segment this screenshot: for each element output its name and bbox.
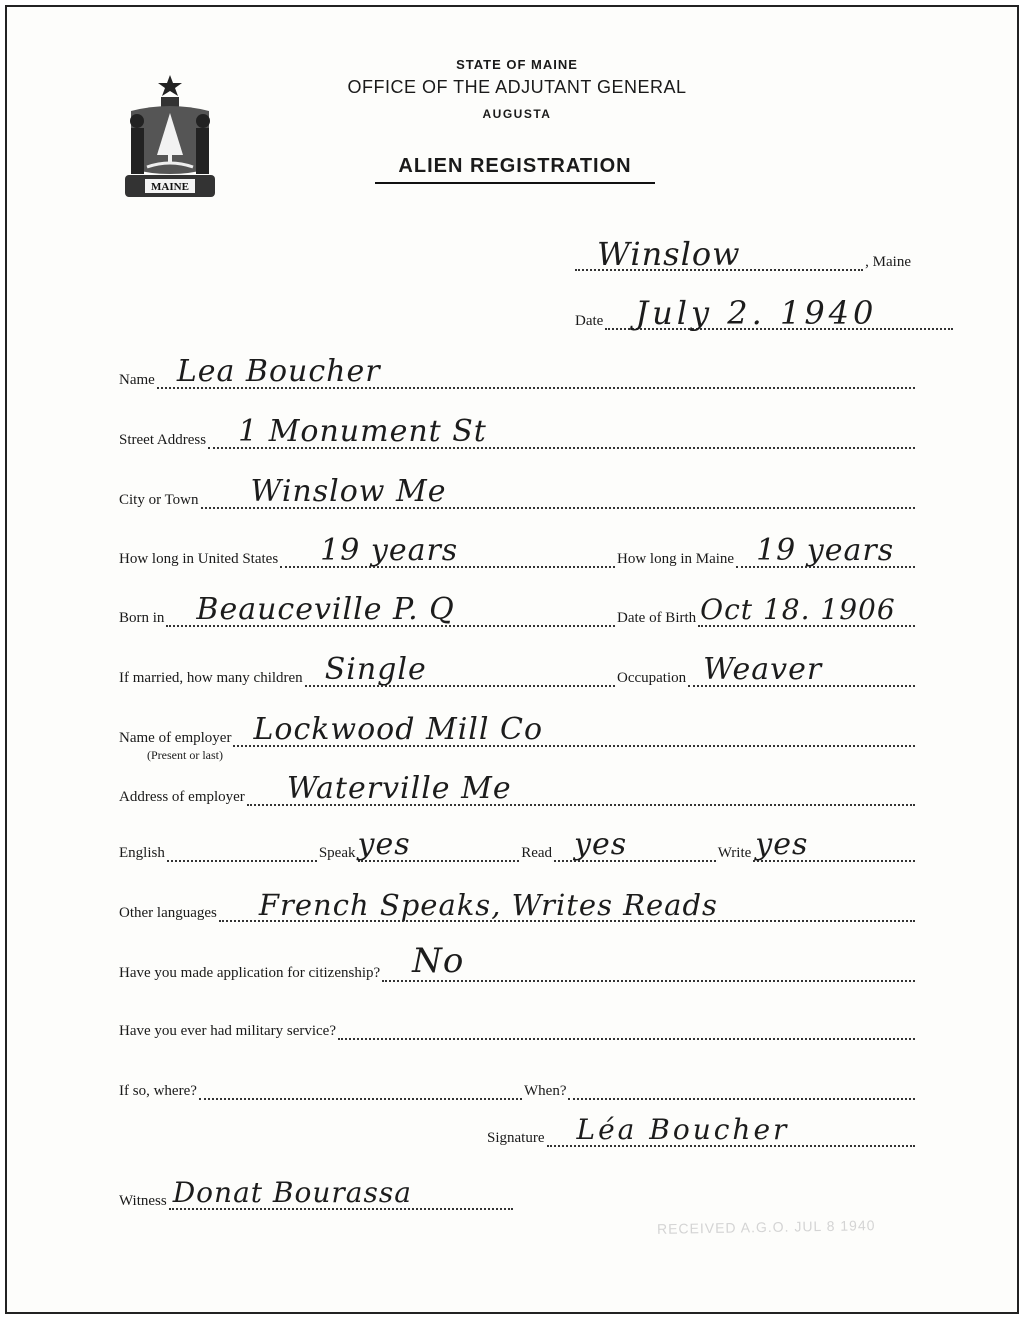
read-field[interactable] (554, 827, 716, 862)
military-row (119, 1020, 917, 1040)
name-field[interactable] (157, 354, 915, 389)
date-field[interactable] (605, 294, 953, 332)
employer-address-field[interactable] (247, 771, 915, 806)
street-address-label: Street Address (119, 432, 207, 448)
when-field[interactable] (568, 1080, 915, 1100)
employer-address-value: Waterville Me (286, 771, 512, 806)
street-address-field[interactable] (208, 414, 915, 449)
how-long-maine-label: How long in Maine (617, 551, 735, 567)
signature-value: Léa Boucher (576, 1113, 790, 1146)
employer-name-row (119, 712, 917, 747)
children-label: If married, how many children (119, 670, 303, 686)
born-in-field[interactable] (166, 592, 615, 627)
employer-name-value: Lockwood Mill Co (253, 712, 544, 747)
military-field[interactable] (338, 1020, 915, 1040)
city-row (119, 474, 917, 509)
how-long-maine-field[interactable] (736, 533, 915, 568)
date-of-birth-label: Date of Birth (617, 610, 697, 626)
when-row (524, 1080, 917, 1100)
how-long-us-label: How long in United States (119, 551, 279, 567)
witness-label: Witness (119, 1193, 167, 1209)
speak-value: yes (357, 827, 411, 862)
read-value: yes (574, 827, 628, 862)
town-field[interactable] (575, 235, 863, 273)
english-row (119, 827, 917, 862)
write-field[interactable] (753, 827, 915, 862)
citizenship-row (119, 941, 917, 982)
form-title: ALIEN REGISTRATION (375, 155, 655, 184)
speak-label: Speak (318, 845, 356, 861)
born-in-value: Beauceville P. Q (196, 592, 455, 627)
office-heading: OFFICE OF THE ADJUTANT GENERAL (347, 77, 687, 97)
seal-text: MAINE (151, 181, 189, 193)
other-languages-label: Other languages (119, 905, 217, 921)
write-label: Write (717, 845, 752, 861)
occupation-label: Occupation (617, 670, 687, 686)
speak-field[interactable] (357, 827, 520, 862)
how-long-us-row (119, 533, 617, 568)
city-label: City or Town (119, 492, 199, 508)
employer-name-field[interactable] (233, 712, 915, 747)
city-value: Winslow Me (250, 474, 447, 509)
where-field[interactable] (199, 1080, 522, 1100)
where-row (119, 1080, 524, 1100)
born-in-row (119, 592, 617, 627)
other-languages-value: French Speaks, Writes Reads (258, 888, 718, 922)
when-label: When? (524, 1083, 567, 1099)
received-stamp: RECEIVED A.G.O. JUL 8 1940 (656, 1217, 876, 1237)
how-long-maine-row (617, 533, 917, 568)
english-field[interactable] (167, 842, 317, 862)
date-value: July 2. 1940 (635, 294, 878, 332)
name-label: Name (119, 372, 155, 388)
town-row (573, 235, 911, 273)
how-long-us-field[interactable] (280, 533, 615, 568)
how-long-us-value: 19 years (320, 533, 459, 568)
read-label: Read (521, 845, 553, 861)
street-address-value: 1 Monument St (238, 414, 487, 449)
children-value: Single (324, 652, 427, 687)
write-value: yes (755, 827, 809, 862)
where-label: If so, where? (119, 1083, 197, 1099)
children-field[interactable] (305, 652, 615, 687)
maine-seal-icon (117, 71, 223, 201)
witness-row (119, 1176, 515, 1210)
occupation-row (617, 652, 917, 687)
witness-value: Donat Bourassa (172, 1176, 412, 1209)
employer-name-label: Name of employer (119, 730, 232, 746)
street-address-row (119, 414, 917, 449)
signature-label: Signature (487, 1130, 545, 1146)
english-label: English (119, 845, 165, 861)
date-label: Date (575, 313, 604, 329)
city-field[interactable] (201, 474, 915, 509)
maine-label: , Maine (865, 254, 911, 270)
military-label: Have you ever had military service? (119, 1023, 336, 1039)
date-row (575, 294, 955, 332)
born-in-label: Born in (119, 610, 165, 626)
how-long-maine-value: 19 years (756, 533, 895, 568)
employer-note: (Present or last) (147, 748, 223, 762)
town-value: Winslow (597, 235, 741, 273)
occupation-field[interactable] (688, 652, 915, 687)
date-of-birth-row (617, 593, 917, 627)
signature-row (487, 1113, 917, 1147)
date-of-birth-field[interactable] (698, 593, 915, 627)
witness-field[interactable] (169, 1176, 513, 1210)
city-heading: AUGUSTA (482, 107, 552, 121)
citizenship-field[interactable] (382, 941, 915, 982)
employer-address-label: Address of employer (119, 789, 245, 805)
name-row (119, 354, 917, 389)
citizenship-label: Have you made application for citizenship? (119, 965, 381, 981)
date-of-birth-value: Oct 18. 1906 (700, 593, 896, 626)
children-row (119, 652, 617, 687)
name-value: Lea Boucher (176, 354, 381, 389)
state-heading: STATE OF MAINE (456, 57, 578, 72)
occupation-value: Weaver (703, 652, 823, 687)
other-languages-row (119, 888, 917, 922)
other-languages-field[interactable] (219, 888, 915, 922)
signature-field[interactable] (547, 1113, 916, 1147)
citizenship-value: No (412, 941, 465, 981)
registration-form (5, 5, 1019, 1314)
employer-address-row (119, 771, 917, 806)
